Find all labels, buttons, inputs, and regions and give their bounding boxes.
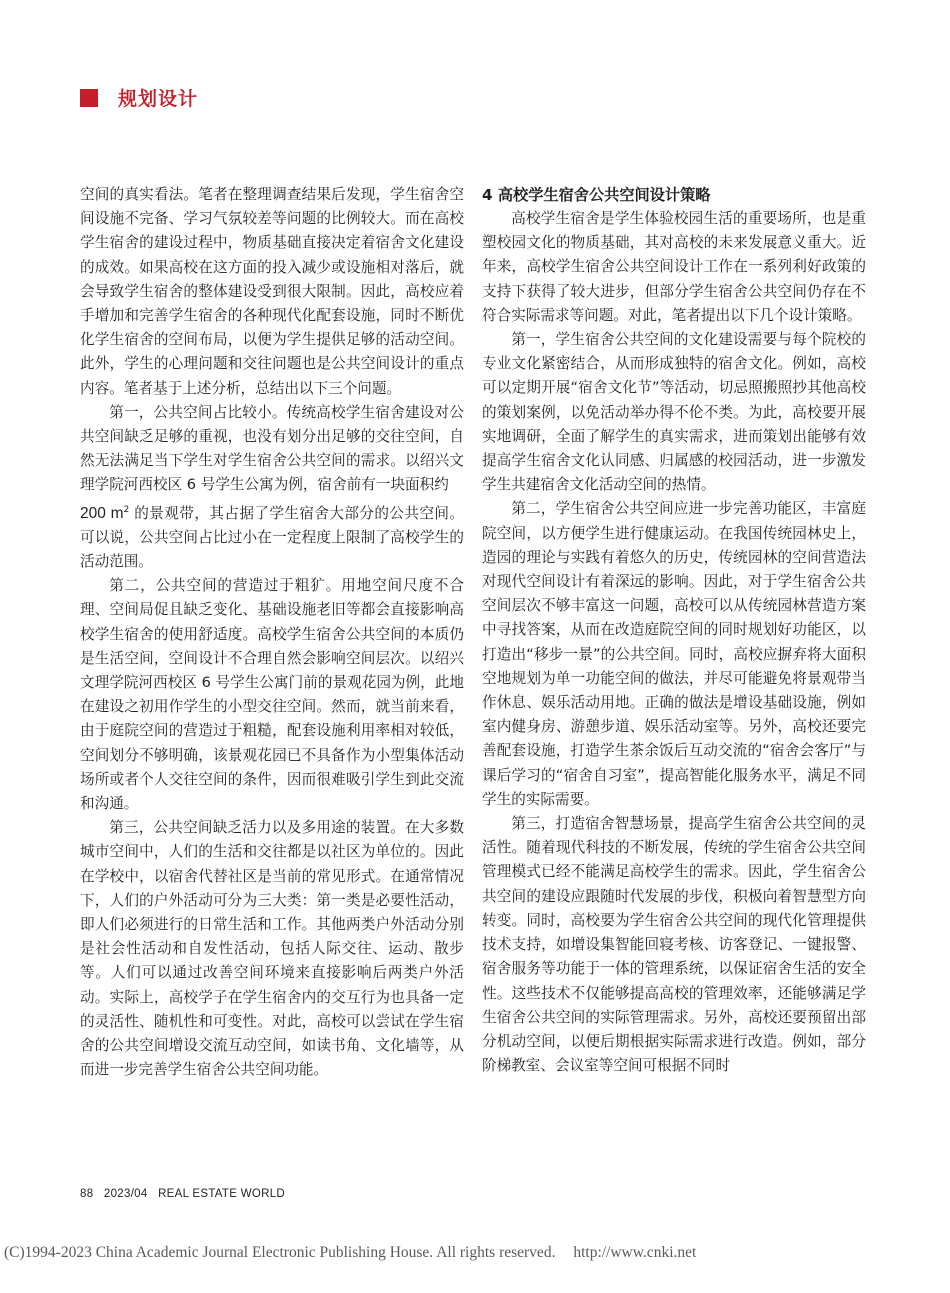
section-title-header: 规划设计	[118, 88, 199, 110]
section-marker-icon	[80, 89, 98, 107]
issue-date: 2023/04	[103, 1188, 148, 1200]
left-column	[80, 183, 464, 1082]
copyright-notice	[4, 1244, 710, 1262]
paragraph: 高校学生宿舍是学生体验校园生活的重要场所，也是重塑校园文化的物质基础，其对高校的未来发展意义重大。近年来，高校学生宿舍公共空间设计工作在一系列利好政策的支持下获得了较大进步，但部分学生宿舍公共空间仍存在不符合实际需求等问题。对此，笔者提出以下几个设计策略。	[482, 210, 866, 324]
journal-name: REAL ESTATE WORLD	[158, 1188, 286, 1200]
copyright-url: http://www.cnki.net	[573, 1244, 697, 1261]
paragraph: 第一，学生宿舍公共空间的文化建设需要与每个院校的专业文化紧密结合，从而形成独特的宿舍文化。例如，高校可以定期开展“宿舍文化节”等活动，切忌照搬照抄其他高校的策划案例，以免活动举办得不伦不类。为此，高校要开展实地调研，全面了解学生的真实需求，进而策划出能够有效提高学生宿舍文化认同感、归属感的校园活动，进一步激发学生共建宿舍文化活动空间的热情。	[482, 331, 866, 494]
copyright-text: (C)1994-2023 China Academic Journal Electronic Publishing House. All rights reserved.	[4, 1244, 556, 1261]
paragraph: 第三，打造宿舍智慧场景，提高学生宿舍公共空间的灵活性。随着现代科技的不断发展，传统的学生宿舍公共空间管理模式已经不能满足高校学生的需求。因此，学生宿舍公共空间的建设应跟随时代发展的步伐，积极向着智慧型方向转变。同时，高校要为学生宿舍公共空间的现代化管理提供技术支持，如增设集智能回寝考核、访客登记、一键报警、宿舍服务等功能于一体的管理系统，以保证宿舍生活的安全性。这些技术不仅能够提高高校的管理效率，还能够满足学生宿舍公共空间的实际管理需求。另外，高校还要预留出部分机动空间，以便后期根据实际需求进行改造。例如，部分阶梯教室、会议室等空间可根据不同时	[482, 815, 866, 1075]
paragraph: 第二，公共空间的营造过于粗犷。用地空间尺度不合理、空间局促且缺乏变化、基础设施老旧等都会直接影响高校学生宿舍的使用舒适度。高校学生宿舍公共空间的本质仍是生活空间，空间设计不合理自然会影响空间层次。以绍兴文理学院河西校区 6 号学生公寓门前的景观花园为例，此地在建设之初用作学生的小型交往空间。然而，就当前来看，由于庭院空间的营造过于粗糙，配套设施利用率相对较低，空间划分不够明确，该景观花园已不具备作为小型集体活动场所或者个人交往空间的条件，因而很难吸引学生到此交流和沟通。	[80, 577, 464, 812]
right-column	[482, 183, 866, 1078]
page-footer	[80, 1188, 292, 1200]
page-number: 88	[80, 1188, 94, 1200]
page-header	[80, 84, 198, 111]
paragraph: 第二，学生宿舍公共空间应进一步完善功能区，丰富庭院空间，以方便学生进行健康运动。在我国传统园林史上，造园的理论与实践有着悠久的历史，传统园林的空间营造法对现代空间设计有着深远的影响。因此，对于学生宿舍公共空间层次不够丰富这一问题，高校可以从传统园林营造方案中寻找答案，从而在改造庭院空间的同时规划好功能区，以打造出“移步一景”的公共空间。同时，高校应摒弃将大面积空地规划为单一功能空间的做法，并尽可能避免将景观带当作休息、娱乐活动用地。正确的做法是增设基础设施，例如室内健身房、游憩步道、娱乐活动室等。另外，高校还要完善配套设施，打造学生茶余饭后互动交流的“宿舍会客厅”与课后学习的“宿舍自习室”，提高智能化服务水平，满足不同学生的实际需要。	[482, 500, 866, 808]
paragraph-text: 的景观带，其占据了学生宿舍大部分的公共空间。可以说，公共空间占比过小在一定程度上限制了高校学生的活动范围。	[80, 504, 464, 570]
paragraph: 第三，公共空间缺乏活力以及多用途的装置。在大多数城市空间中，人们的生活和交往都是以社区为单位的。因此在学校中，以宿舍代替社区是当前的常见形式。在通常情况下，人们的户外活动可分为三大类：第一类是必要性活动，即人们必须进行的日常生活和工作。其他两类户外活动分别是社会性活动和自发性活动，包括人际交往、运动、散步等。人们可以通过改善空间环境来直接影响后两类户外活动。实际上，高校学子在学生宿舍内的交互行为也具备一定的灵活性、随机性和可变性。对此，高校可以尝试在学生宿舍的公共空间增设交流互动空间，如读书角、文化墙等，从而进一步完善学生宿舍公共空间功能。	[80, 819, 464, 1079]
paragraph-text: 第一，公共空间占比较小。传统高校学生宿舍建设对公共空间缺乏足够的重视，也没有划分出足够的交往空间，自然无法满足当下学生对学生宿舍公共空间的需求。以绍兴文理学院河西校区 6 号学生公寓为例，宿舍前有一块面积约	[80, 403, 464, 494]
paragraph	[80, 401, 464, 574]
area-value: 200 m	[80, 504, 124, 522]
area-superscript: 2	[123, 504, 130, 515]
section-heading: 4 高校学生宿舍公共空间设计策略	[482, 186, 711, 204]
paragraph: 空间的真实看法。笔者在整理调查结果后发现，学生宿舍空间设施不完备、学习气氛较差等问题的比例较大。而在高校学生宿舍的建设过程中，物质基础直接决定着宿舍文化建设的成效。如果高校在这方面的投入减少或设施相对落后，就会导致学生宿舍的整体建设受到很大限制。因此，高校应着手增加和完善学生宿舍的各种现代化配套设施，同时不断优化学生宿舍的空间布局，以便为学生提供足够的活动空间。此外，学生的心理问题和交往问题也是公共空间设计的重点内容。笔者基于上述分析，总结出以下三个问题。	[80, 186, 464, 397]
